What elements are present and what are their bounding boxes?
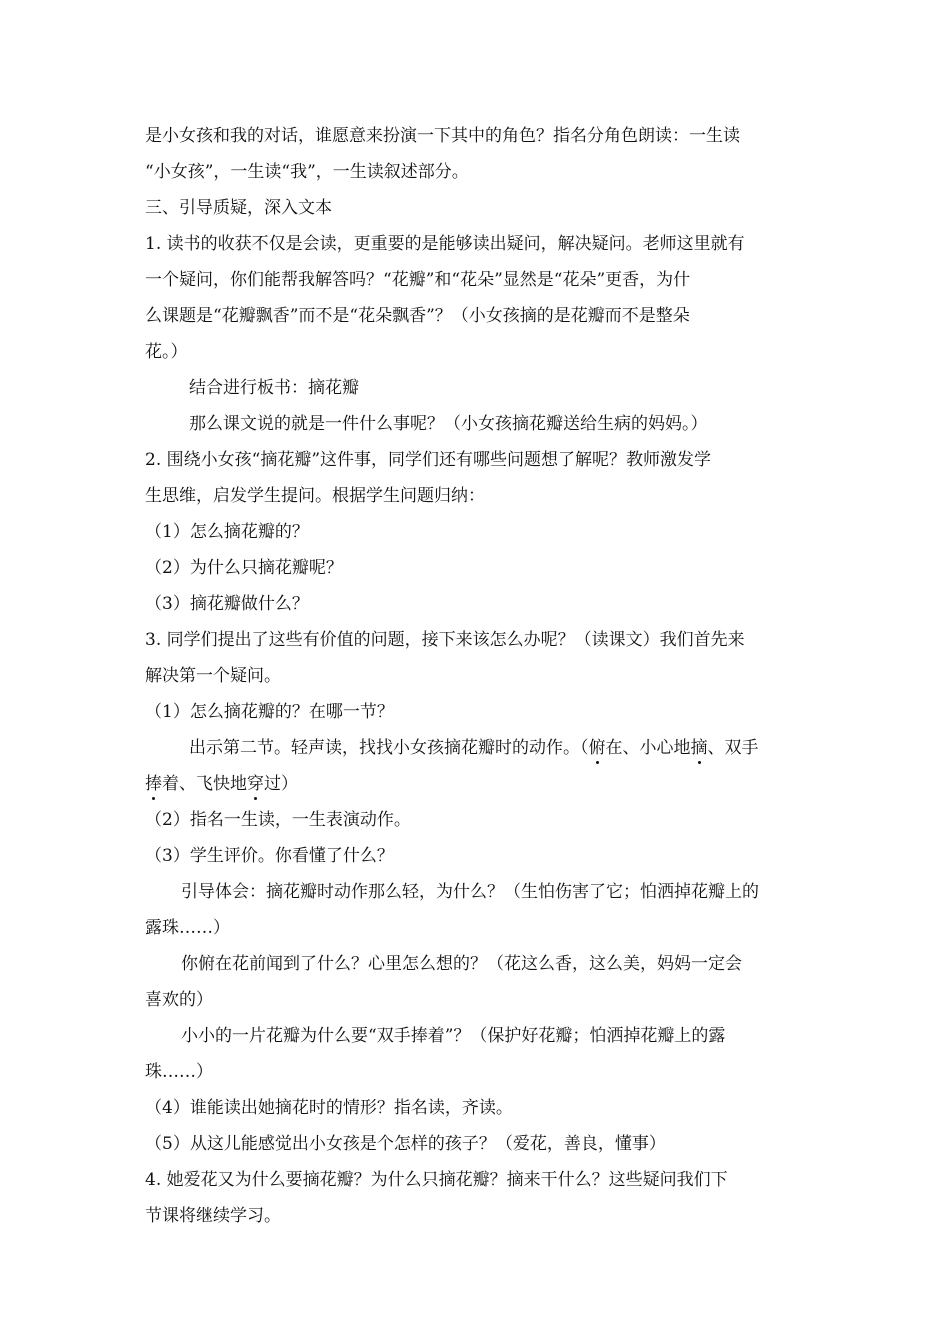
text-line: [145, 766, 810, 802]
list-item: （2）指名一生读，一生表演动作。: [145, 810, 411, 830]
text-segment: 着、飞快地: [162, 774, 247, 794]
lesson-text: [145, 118, 810, 1234]
text-line: 生思维，启发学生提问。根据学生问题归纳：: [145, 486, 485, 506]
list-item: （4）谁能读出她摘花时的情形？指名读，齐读。: [145, 1098, 513, 1118]
text-line: 1. 读书的收获不仅是会读，更重要的是能够读出疑问，解决疑问。老师这里就有: [145, 234, 745, 254]
text-line: 是小女孩和我的对话，谁愿意来扮演一下其中的角色？指名分角色朗读：一生读: [145, 126, 740, 146]
text-line: 一个疑问，你们能帮我解答吗？“花瓣”和“花朵”显然是“花朵”更香，为什: [145, 270, 691, 290]
emphasis-char: 穿: [247, 766, 264, 802]
text-line: 珠……）: [145, 1062, 213, 1082]
text-line: 露珠……）: [145, 918, 230, 938]
text-line: 那么课文说的就是一件什么事呢？（小女孩摘花瓣送给生病的妈妈。）: [189, 414, 708, 434]
list-item: （3）学生评价。你看懂了什么？: [145, 846, 394, 866]
emphasis-char: 俯: [589, 730, 606, 766]
text-segment: 、双手: [707, 738, 759, 758]
text-line: 2. 围绕小女孩“摘花瓣”这件事，同学们还有哪些问题想了解呢？教师激发学: [145, 450, 712, 470]
text-line: 3. 同学们提出了这些有价值的问题，接下来该怎么办呢？（读课文）我们首先来: [145, 630, 745, 650]
section-heading: 三、引导质疑，深入文本: [145, 198, 332, 218]
emphasis-char: 摘: [691, 730, 708, 766]
list-item: （5）从这儿能感觉出小女孩是个怎样的孩子？（爱花，善良，懂事）: [145, 1134, 666, 1154]
text-line: “小女孩”，一生读“我”，一生读叙述部分。: [145, 162, 469, 182]
text-line: 小小的一片花瓣为什么要“双手捧着”？（保护好花瓣；怕洒掉花瓣上的露: [181, 1026, 726, 1046]
text-line: 喜欢的）: [145, 990, 213, 1010]
text-line: 4. 她爱花又为什么要摘花瓣？为什么只摘花瓣？摘来干什么？这些疑问我们下: [145, 1170, 728, 1190]
text-line: 你俯在花前闻到了什么？心里怎么想的？（花这么香，这么美，妈妈一定会: [181, 954, 742, 974]
emphasis-char: 捧: [145, 766, 162, 802]
list-item: （2）为什么只摘花瓣呢？: [145, 558, 343, 578]
list-item: （1）怎么摘花瓣的？: [145, 522, 309, 542]
list-item: （1）怎么摘花瓣的？在哪一节？: [145, 702, 394, 722]
text-segment: 在、小心地: [605, 738, 691, 758]
text-segment: 出示第二节。轻声读，找找小女孩摘花瓣时的动作。（: [189, 738, 589, 758]
text-line: 节课将继续学习。: [145, 1206, 281, 1226]
text-line: 么课题是“花瓣飘香”而不是“花朵飘香”？（小女孩摘的是花瓣而不是整朵: [145, 306, 690, 326]
list-item: （3）摘花瓣做什么？: [145, 594, 309, 614]
text-segment: 过）: [264, 774, 298, 794]
text-line: [145, 730, 810, 766]
text-line: 结合进行板书：摘花瓣: [189, 378, 359, 398]
text-line: 解决第一个疑问。: [145, 666, 281, 686]
text-line: 引导体会：摘花瓣时动作那么轻，为什么？（生怕伤害了它；怕洒掉花瓣上的: [181, 882, 759, 902]
text-line: 花。）: [145, 342, 188, 362]
